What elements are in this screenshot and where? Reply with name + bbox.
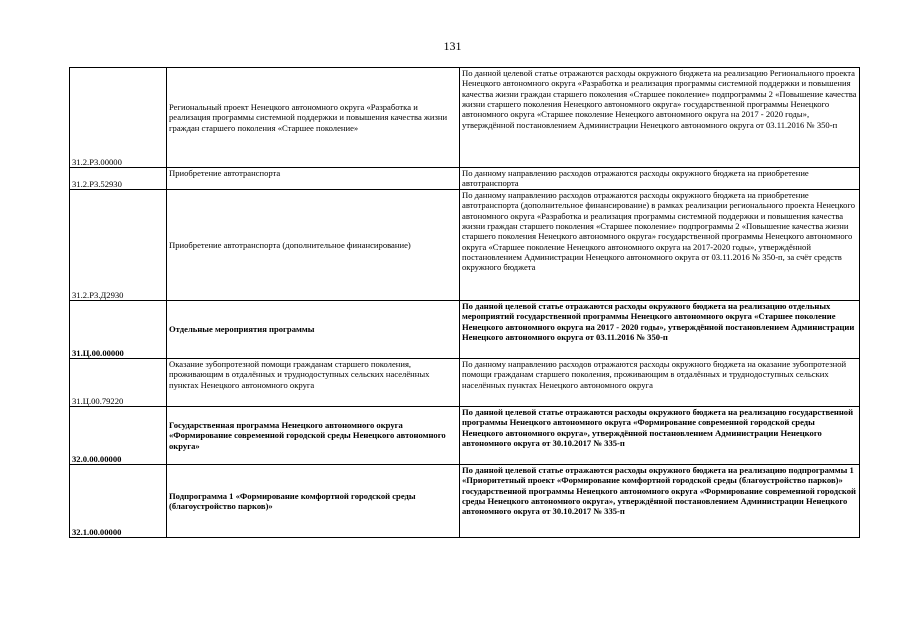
row-name: Подпрограмма 1 «Формирование комфортной городской среды (благоустройство парков)» (167, 465, 460, 538)
row-name: Приобретение автотранспорта (167, 168, 460, 190)
table-row (70, 407, 860, 465)
row-description: По данной целевой статье отражаются расходы окружного бюджета на реализацию подпрограммы 1 «Приоритетный проект «Формирование комфортной городской среды (благоустройство парков)» государственной программы Ненецкого автономного округа «Формирование современной городской среды Ненецкого автономного округа», утверждённой постановлением Администрации Ненецкого автономного округа от 30.10.2017 № 335-п (460, 465, 860, 538)
row-description: По данной целевой статье отражаются расходы окружного бюджета на реализацию государственной программы Ненецкого автономного округа «Формирование современной городской среды Ненецкого автономного округа», утверждённой постановлением Администрации Ненецкого автономного округа от 30.10.2017 № 335-п (460, 407, 860, 465)
table-row (70, 301, 860, 359)
row-name: Приобретение автотранспорта (дополнительное финансирование) (167, 190, 460, 301)
budget-classification-table (69, 67, 860, 538)
row-code: 32.0.00.00000 (70, 407, 167, 465)
row-code: 31.2.Р3.52930 (70, 168, 167, 190)
table-row (70, 465, 860, 538)
row-code: 31.2.Р3.Д2930 (70, 190, 167, 301)
table-row (70, 359, 860, 407)
row-code: 31.2.Р3.00000 (70, 68, 167, 168)
page-number: 131 (443, 39, 462, 53)
row-description: По данной целевой статье отражаются расходы окружного бюджета на реализацию Регионального проекта Ненецкого автономного округа «Разработка и реализация программы системной поддержки и повышения качества жизни граждан старшего поколения «Старшее поколение» подпрограммы 2 «Повышение качества жизни старшего поколения Ненецкого автономного округа» государственной программы Ненецкого автономного округа «Старшее поколение Ненецкого автономного округа на 2017 - 2020 годы», утверждённой постановлением Администрации Ненецкого автономного округа от 03.11.2016 № 350-п (460, 68, 860, 168)
row-description: По данному направлению расходов отражаются расходы окружного бюджета на оказание зубопротезной помощи гражданам старшего поколения, проживающим в отдалённых и труднодоступных сельских населённых пунктах Ненецкого автономного округа (460, 359, 860, 407)
row-description: По данному направлению расходов отражаются расходы окружного бюджета на приобретение автотранспорта (дополнительное финансирование) в рамках реализации регионального проекта Ненецкого автономного округа «Разработка и реализация программы системной поддержки и повышения качества жизни граждан старшего поколения «Старшее поколение» подпрограммы 2 «Повышение качества жизни старшего поколения Ненецкого автономного округа» государственной программы Ненецкого автономного округа «Старшее поколение Ненецкого автономного округа на 2017-2020 годы», утверждённой постановлением Администрации Ненецкого автономного округа от 03.11.2016 № 350-п, за счёт средств окружного бюджета (460, 190, 860, 301)
row-description: По данной целевой статье отражаются расходы окружного бюджета на реализацию отдельных мероприятий государственной программы Ненецкого автономного округа «Старшее поколение Ненецкого автономного округа на 2017 - 2020 годы», утверждённой постановлением Администрации Ненецкого автономного округа от 03.11.2016 № 350-п (460, 301, 860, 359)
table-row (70, 190, 860, 301)
table-row (70, 168, 860, 190)
row-code: 32.1.00.00000 (70, 465, 167, 538)
row-name: Государственная программа Ненецкого автономного округа «Формирование современной городской среды Ненецкого автономного округа» (167, 407, 460, 465)
row-description: По данному направлению расходов отражаются расходы окружного бюджета на приобретение автотранспорта (460, 168, 860, 190)
row-code: 31.Ц.00.00000 (70, 301, 167, 359)
row-name: Отдельные мероприятия программы (167, 301, 460, 359)
row-code: 31.Ц.00.79220 (70, 359, 167, 407)
row-name: Оказание зубопротезной помощи гражданам старшего поколения, проживающим в отдалённых и труднодоступных сельских населённых пунктах Ненецкого автономного округа (167, 359, 460, 407)
table-row (70, 68, 860, 168)
row-name: Региональный проект Ненецкого автономного округа «Разработка и реализация программы системной поддержки и повышения качества жизни граждан старшего поколения «Старшее поколение» (167, 68, 460, 168)
